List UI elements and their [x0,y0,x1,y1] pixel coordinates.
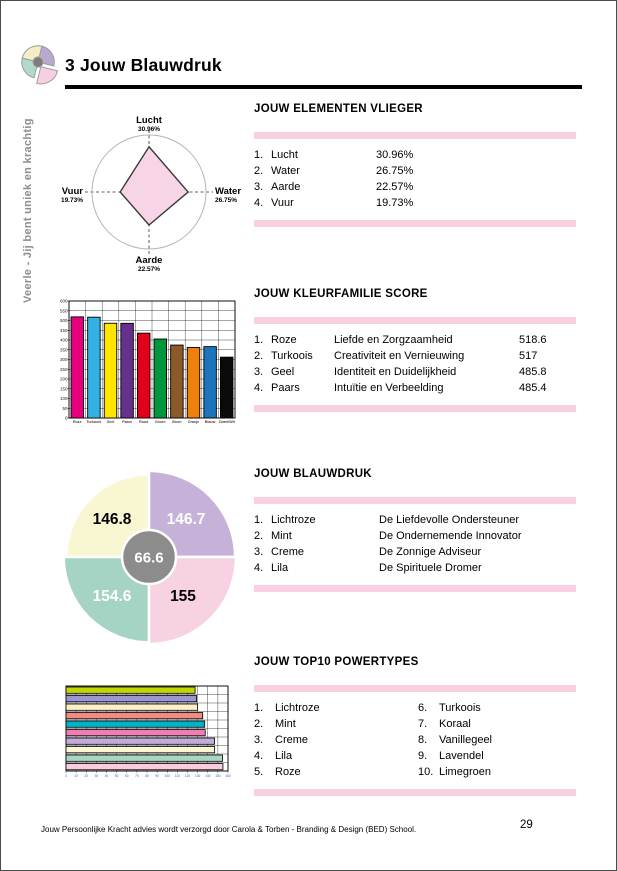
item-value: 485.8 [519,366,547,378]
section-elementen-vlieger [254,103,576,227]
svg-text:Vuur: Vuur [61,186,83,197]
item-description: Liefde en Zorgzaamheid [334,334,453,346]
item-label: Paars [271,382,300,394]
item-label: Lichtroze [271,514,316,526]
svg-text:146.7: 146.7 [166,511,206,528]
item-rank: 8. [418,734,428,746]
list-item [418,764,492,780]
divider-bar [254,685,576,692]
item-rank: 3. [254,546,264,558]
item-value: 26.75% [376,165,414,177]
section-heading: JOUW BLAUWDRUK [254,468,372,480]
svg-text:130: 130 [194,774,201,778]
brand-pinwheel-icon [16,40,62,86]
list-item [254,179,576,195]
svg-text:146.8: 146.8 [92,511,132,528]
svg-text:500: 500 [59,318,68,324]
blauwdruk-quadrant-chart [58,467,241,649]
svg-text:100: 100 [164,774,170,778]
svg-text:550: 550 [59,308,68,314]
list-item [254,195,576,211]
svg-text:19.73%: 19.73% [60,197,83,204]
svg-text:Groen: Groen [155,420,166,424]
item-value: 518.6 [519,334,547,346]
item-label: Aarde [271,181,301,193]
svg-text:120: 120 [184,774,191,778]
item-rank: 3. [254,181,264,193]
item-description: Identiteit en Duidelijkheid [334,366,457,378]
svg-text:600: 600 [59,298,68,304]
page-title: 3 Jouw Blauwdruk [65,55,222,75]
item-rank: 3. [254,366,264,378]
item-rank: 9. [418,750,428,762]
svg-text:200: 200 [59,376,68,382]
item-rank: 2. [254,718,264,730]
section-blauwdruk [254,468,576,592]
elementen-list [254,147,576,211]
item-rank: 4. [254,750,264,762]
svg-text:Oranje: Oranje [187,420,200,424]
svg-text:30.96%: 30.96% [137,126,161,133]
item-label: Lichtroze [275,702,320,714]
item-rank: 4. [254,382,264,394]
kleurfamilie-list [254,332,576,396]
page-number: 29 [520,819,533,831]
item-rank: 4. [254,562,264,574]
sidebar-vertical-text [22,89,37,303]
svg-text:Water: Water [215,186,242,197]
list-item [418,700,492,716]
item-rank: 5. [254,766,264,778]
item-rank: 6. [418,702,428,714]
svg-text:80: 80 [145,774,149,778]
item-label: Lila [271,562,289,574]
item-description: Intuïtie en Verbeelding [334,382,444,394]
list-item [254,560,576,576]
item-label: Turkoois [439,702,481,714]
item-label: Limegroen [439,766,491,778]
divider-bar [254,405,576,412]
item-label: Lucht [271,149,298,161]
section-heading: JOUW ELEMENTEN VLIEGER [254,103,423,115]
svg-text:60: 60 [124,774,129,778]
svg-text:Turkoois: Turkoois [86,420,102,424]
list-item [254,528,576,544]
item-label: Geel [271,366,295,378]
item-value: 19.73% [376,197,414,209]
svg-text:66.6: 66.6 [134,549,164,567]
item-label: Roze [271,334,297,346]
item-label: Creme [275,734,309,746]
svg-text:154.6: 154.6 [92,588,132,605]
svg-text:Paars: Paars [122,420,132,424]
item-rank: 2. [254,530,264,542]
item-description: De Zonnige Adviseur [379,546,482,558]
list-item [254,700,418,716]
list-item [254,380,576,396]
item-rank: 1. [254,514,264,526]
blauwdruk-list [254,512,576,576]
svg-text:Roze: Roze [73,420,82,424]
list-item [254,163,576,179]
svg-text:Zwart/Wit: Zwart/Wit [218,420,235,424]
list-item [254,544,576,560]
list-item [418,748,492,764]
item-label: Mint [271,530,292,542]
divider-bar [254,220,576,227]
sidebar-text-label: Veerle - Jij bent uniek en krachtig [22,118,34,303]
list-item [254,332,576,348]
divider-bar [254,317,576,324]
item-rank: 10. [418,766,434,778]
kleurfamilie-bar-chart [57,297,240,435]
divider-bar [254,585,576,592]
item-label: Lavendel [439,750,484,762]
svg-text:50: 50 [114,774,119,778]
divider-bar [254,497,576,504]
svg-text:450: 450 [59,327,68,333]
svg-text:Bruin: Bruin [172,420,182,424]
svg-text:30: 30 [94,774,99,778]
item-rank: 3. [254,734,264,746]
svg-text:90: 90 [155,774,159,778]
item-label: Vanillegeel [439,734,493,746]
list-item [254,512,576,528]
list-item [254,716,418,732]
svg-text:50: 50 [62,405,68,411]
top10-hbar-chart [62,683,235,783]
top10-left-column [254,700,418,780]
svg-text:0: 0 [64,415,68,421]
svg-text:0: 0 [65,774,67,778]
item-description: De Liefdevolle Ondersteuner [379,514,520,526]
section-top10-powertypes [254,656,576,796]
list-item [254,732,418,748]
top10-right-column [418,700,492,780]
list-item [254,764,418,780]
svg-text:10: 10 [74,774,78,778]
list-item [418,732,492,748]
svg-text:400: 400 [59,337,68,343]
section-heading: JOUW TOP10 POWERTYPES [254,656,419,668]
svg-text:22.57%: 22.57% [137,266,161,273]
svg-text:40: 40 [104,774,109,778]
list-item [418,716,492,732]
svg-text:Geel: Geel [106,420,115,424]
item-value: 485.4 [519,382,547,394]
item-value: 22.57% [376,181,414,193]
svg-text:100: 100 [59,396,68,402]
list-item [254,748,418,764]
item-rank: 2. [254,165,264,177]
item-rank: 1. [254,334,264,346]
svg-text:26.75%: 26.75% [215,197,238,204]
list-item [254,147,576,163]
item-rank: 7. [418,718,428,730]
svg-text:20: 20 [84,774,89,778]
item-rank: 1. [254,149,264,161]
item-label: Lila [275,750,293,762]
elementen-kite-chart [54,106,244,274]
item-value: 517 [519,350,538,362]
item-rank: 4. [254,197,264,209]
list-item [254,364,576,380]
svg-text:150: 150 [215,774,221,778]
section-kleurfamilie-score [254,288,576,412]
svg-text:Aarde: Aarde [135,255,163,266]
list-item [254,348,576,364]
top10-list [254,700,576,780]
svg-text:Lucht: Lucht [136,115,162,126]
item-label: Roze [275,766,301,778]
svg-text:300: 300 [59,357,68,363]
item-label: Turkoois [271,350,313,362]
item-label: Vuur [271,197,294,209]
svg-text:110: 110 [174,774,180,778]
svg-text:250: 250 [59,366,68,372]
divider-bar [254,132,576,139]
svg-text:150: 150 [59,386,68,392]
item-description: De Ondernemende Innovator [379,530,522,542]
item-label: Water [271,165,300,177]
title-underline [65,85,582,89]
section-heading: JOUW KLEURFAMILIE SCORE [254,288,428,300]
svg-text:350: 350 [59,347,68,353]
svg-text:140: 140 [205,774,211,778]
svg-text:160: 160 [225,774,231,778]
svg-text:155: 155 [170,588,196,605]
item-description: De Spirituele Dromer [379,562,482,574]
svg-text:70: 70 [135,774,139,778]
divider-bar [254,789,576,796]
item-description: Creativiteit en Vernieuwing [334,350,465,362]
item-label: Creme [271,546,305,558]
item-label: Koraal [439,718,471,730]
logo-wedge-roze [37,67,58,86]
item-label: Mint [275,718,296,730]
item-rank: 1. [254,702,264,714]
item-value: 30.96% [376,149,414,161]
svg-text:Rood: Rood [139,420,149,424]
item-rank: 2. [254,350,264,362]
footer-credit-text: Jouw Persoonlijke Kracht advies wordt verzorgd door Carola & Torben - Branding & Design (BED) School. [41,825,417,834]
svg-text:Blauw: Blauw [204,420,216,424]
